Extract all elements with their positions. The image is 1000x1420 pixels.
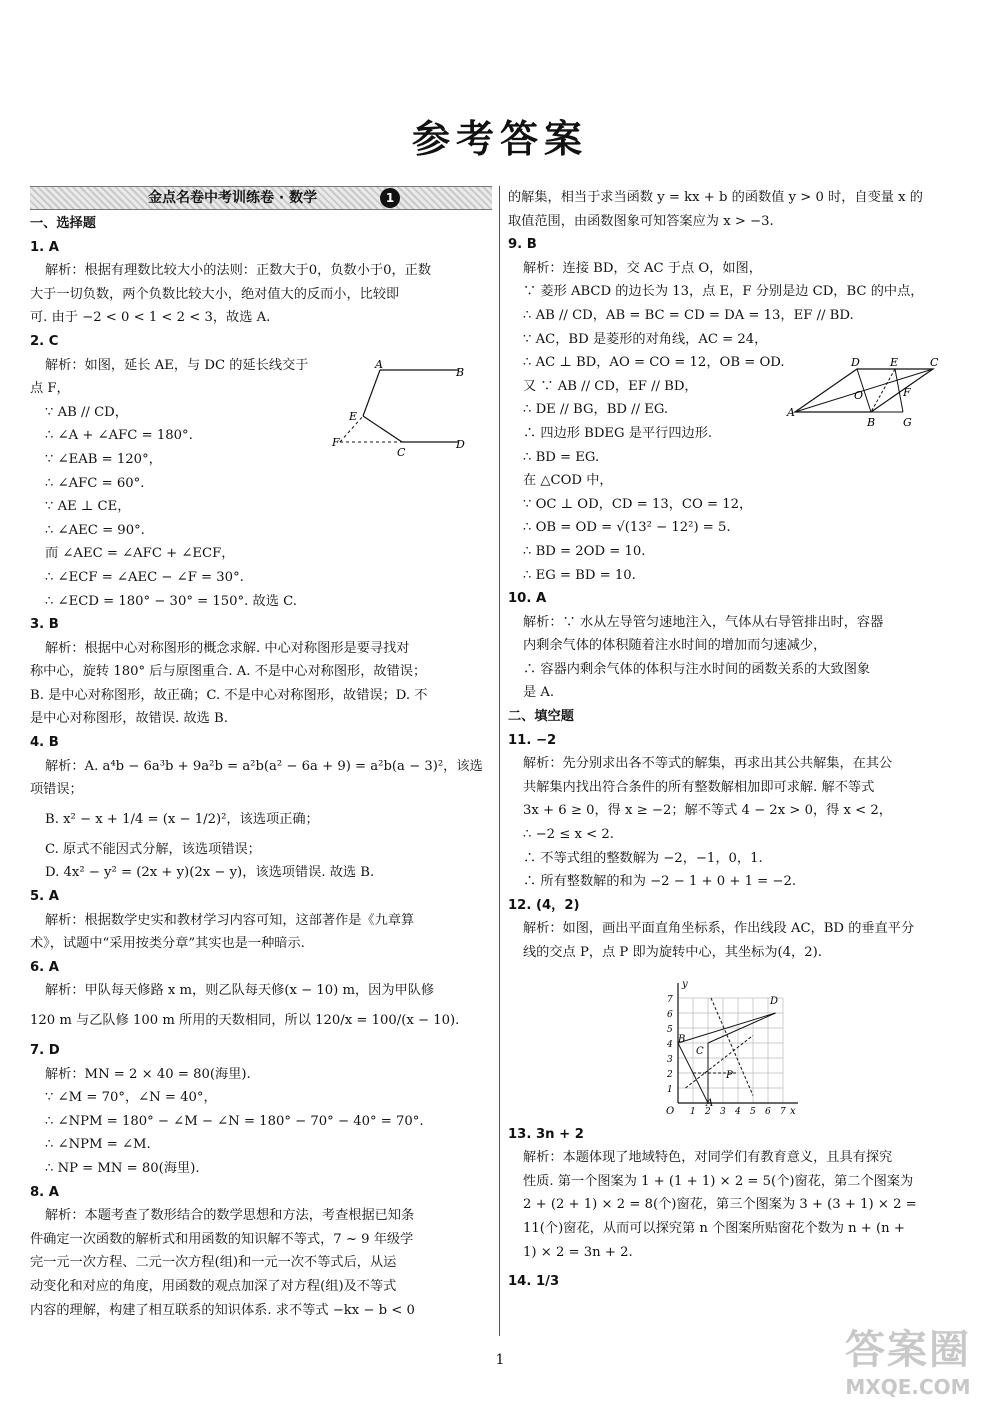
label-C: C bbox=[397, 446, 406, 459]
label-P: P bbox=[726, 1070, 733, 1081]
label-D: D bbox=[851, 356, 860, 369]
right-column bbox=[508, 186, 968, 1300]
right2-line: 14. 1/3 bbox=[508, 1274, 560, 1290]
right-line: ∴ BD = EG. bbox=[523, 449, 600, 465]
left-line: 120 m 与乙队修 100 m 所用的天数相同，所以 120/x = 100/(x − 10). bbox=[30, 1013, 460, 1028]
left-line: 解析：如图，延长 AE，与 DC 的延长线交于 bbox=[45, 357, 309, 373]
right-line: 10. A bbox=[508, 591, 547, 607]
x-tick-label: 7 bbox=[780, 1107, 786, 1117]
left-line: 点 F， bbox=[30, 381, 70, 397]
watermark bbox=[828, 1325, 988, 1415]
left-line: ∵ AB // CD， bbox=[45, 404, 128, 420]
left-line: 内容的理解，构建了相互联系的知识体系. 求不等式 −kx − b < 0 bbox=[30, 1302, 415, 1318]
left-line: 解析：根据有理数比较大小的法则：正数大于0，负数小于0，正数 bbox=[45, 263, 432, 279]
right-line: 内剩余气体的体积随着注水时间的增加而匀速减少， bbox=[523, 638, 827, 654]
left-line: 完一元一次方程、二元一次方程(组)和一元一次不等式后，从运 bbox=[30, 1255, 397, 1271]
page-number: 1 bbox=[495, 1352, 505, 1368]
label-G: G bbox=[903, 416, 912, 429]
figure-q9 bbox=[785, 355, 945, 435]
right-line: ∴ OB = OD = √(13² − 12²) = 5. bbox=[523, 520, 731, 536]
right-line: ∴ 所有整数解的和为 −2 − 1 + 0 + 1 = −2. bbox=[523, 874, 797, 890]
left-line: ∴ ∠ECD = 180° − 30° = 150°. 故选 C. bbox=[45, 593, 297, 609]
left-line: 是中心对称图形，故错误. 故选 B. bbox=[30, 711, 228, 727]
label-B: B bbox=[456, 366, 465, 379]
right-line: 解析：∵ 水从左导管匀速地注入，气体从右导管排出时，容器 bbox=[523, 614, 884, 630]
label-C: C bbox=[930, 356, 939, 369]
label-D: D bbox=[456, 438, 465, 451]
left-line: 大于一切负数，两个负数比较大小，绝对值大的反而小，比较即 bbox=[30, 286, 400, 302]
right2-line: 2 + (2 + 1) × 2 = 8(个)窗花，第三个图案为 3 + (3 + 1) × 2 = bbox=[523, 1197, 917, 1213]
right-line: ∴ BD = 2OD = 10. bbox=[523, 543, 646, 559]
right-line: ∴ AC ⊥ BD，AO = CO = 12，OB = OD. bbox=[523, 355, 785, 371]
y-tick-label: 1 bbox=[667, 1085, 673, 1095]
banner-title: 金点名卷中考训练卷 · 数学 bbox=[148, 190, 318, 206]
left-line: 动变化和对应的角度，用函数的观点加深了对方程(组)及不等式 bbox=[30, 1278, 397, 1294]
banner-number-badge: 1 bbox=[380, 188, 400, 208]
left-line: ∴ ∠A + ∠AFC = 180°. bbox=[45, 428, 193, 444]
label-A: A bbox=[375, 360, 383, 371]
right-line: ∴ EG = BD = 10. bbox=[523, 567, 636, 583]
y-tick-label: 7 bbox=[667, 995, 673, 1005]
right2-line: 1) × 2 = 3n + 2. bbox=[523, 1244, 633, 1260]
page-title: 参考答案 bbox=[411, 117, 588, 161]
right-line: 12. (4，2) bbox=[508, 897, 580, 913]
x-tick-label: 4 bbox=[735, 1107, 741, 1117]
right-line: 是 A. bbox=[523, 685, 555, 701]
label-E: E bbox=[890, 356, 899, 369]
right-line: ∴ −2 ≤ x < 2. bbox=[523, 827, 614, 843]
segments bbox=[678, 996, 779, 1103]
watermark-logo: 答案圈 bbox=[845, 1327, 971, 1373]
x-tick-label: 3 bbox=[720, 1107, 726, 1117]
section-banner bbox=[30, 186, 492, 210]
label-B: B bbox=[867, 416, 876, 429]
y-tick-label: 3 bbox=[667, 1055, 673, 1065]
label-E: E bbox=[349, 410, 358, 423]
right2-line: 解析：本题体现了地域特色，对同学们有教育意义，且具有探究 bbox=[523, 1150, 893, 1166]
left-line: 4. B bbox=[30, 735, 59, 751]
left-line: 解析：本题考查了数形结合的数学思想和方法，考查根据已知条 bbox=[45, 1208, 415, 1224]
y-tick-label: 4 bbox=[667, 1040, 673, 1050]
right-text-2 bbox=[508, 1123, 968, 1301]
left-line: 1. A bbox=[30, 239, 59, 255]
right2-line: 11(个)窗花，从而可以探究第 n 个图案所贴窗花个数为 n + (n + bbox=[523, 1220, 905, 1236]
axis-label-x: x bbox=[790, 1106, 796, 1117]
right-line: ∴ AB // CD，AB = BC = CD = DA = 13，EF // BD. bbox=[523, 307, 854, 323]
right-line: 解析：如图，画出平面直角坐标系，作出线段 AC，BD 的垂直平分 bbox=[523, 921, 915, 937]
watermark-url: MXQE.COM bbox=[845, 1375, 971, 1399]
right-line: 线的交点 P，点 P 即为旋转中心，其坐标为(4，2). bbox=[523, 945, 822, 960]
label-B: B bbox=[678, 1034, 686, 1045]
left-line: C. 原式不能因式分解，该选项错误； bbox=[45, 841, 261, 857]
right2-line: 性质. 第一个图案为 1 + (1 + 1) × 2 = 5(个)窗花，第二个图案为 bbox=[523, 1173, 914, 1189]
figure-q2 bbox=[330, 360, 470, 460]
left-line: 解析：甲队每天修路 x m，则乙队每天修(x − 10) m，因为甲队修 bbox=[45, 983, 435, 999]
x-tick-label: 1 bbox=[690, 1107, 696, 1117]
left-line: 术》，试题中“采用按类分章”其实也是一种暗示. bbox=[30, 936, 305, 952]
label-D: D bbox=[770, 996, 779, 1007]
y-tick-label: 2 bbox=[667, 1070, 673, 1080]
y-tick-label: 6 bbox=[667, 1010, 673, 1020]
right-line: 二、填空题 bbox=[508, 709, 574, 725]
right-line: 9. B bbox=[508, 237, 537, 253]
left-line: 2. C bbox=[30, 333, 59, 349]
left-line: 可. 由于 −2 < 0 < 1 < 2 < 3，故选 A. bbox=[30, 310, 271, 326]
left-line: ∵ ∠M = 70°，∠N = 40°， bbox=[45, 1090, 217, 1106]
left-line: 解析：MN = 2 × 40 = 80(海里). bbox=[45, 1066, 251, 1082]
left-line: 5. A bbox=[30, 889, 59, 905]
label-A: A bbox=[787, 406, 795, 419]
right-line: ∴ 四边形 BDEG 是平行四边形. bbox=[523, 425, 713, 441]
left-line: 6. A bbox=[30, 959, 59, 975]
left-line: D. 4x² − y² = (2x + y)(2x − y)，该选项错误. 故选 B. bbox=[45, 865, 375, 881]
right2-line: 13. 3n + 2 bbox=[508, 1126, 584, 1142]
left-line: 而 ∠AEC = ∠AFC + ∠ECF， bbox=[45, 546, 235, 562]
column-divider bbox=[499, 186, 500, 1336]
left-line: 解析：根据中心对称图形的概念求解. 中心对称图形是要寻找对 bbox=[45, 640, 410, 656]
left-line: ∴ ∠NPM = 180° − ∠M − ∠N = 180° − 70° − 40° = 70°. bbox=[45, 1113, 424, 1129]
right-text bbox=[508, 186, 968, 965]
label-A: A bbox=[706, 1098, 714, 1109]
right-line: 解析：先分别求出各不等式的解集，再求出其公共解集，在其公 bbox=[523, 756, 893, 772]
figure-q12 bbox=[658, 978, 808, 1118]
label-O: O bbox=[854, 389, 864, 402]
left-column bbox=[30, 186, 492, 1322]
y-tick-label: 5 bbox=[667, 1025, 673, 1035]
grid-lines bbox=[678, 998, 783, 1103]
perpendicular-bisector-AC bbox=[686, 1036, 754, 1089]
left-line: ∴ ∠AEC = 90°. bbox=[45, 522, 145, 538]
right-line: ∵ AC，BD 是菱形的对角线，AC = 24， bbox=[523, 331, 768, 347]
left-line: ∵ AE ⊥ CE， bbox=[45, 499, 131, 515]
right-line: 在 △COD 中， bbox=[523, 473, 613, 489]
left-line: 项错误； bbox=[30, 782, 83, 798]
right-line: ∵ OC ⊥ OD，CD = 13，CO = 12， bbox=[523, 496, 753, 512]
right-line: ∵ 菱形 ABCD 的边长为 13，点 E，F 分别是边 CD，BC 的中点， bbox=[523, 284, 924, 300]
left-line: B. 是中心对称图形，故正确；C. 不是中心对称图形，故错误；D. 不 bbox=[30, 687, 428, 703]
right-line: 又 ∵ AB // CD，EF // BD， bbox=[523, 378, 698, 394]
x-tick-label: 5 bbox=[750, 1107, 756, 1117]
left-line: 称中心，旋转 180° 后与原图重合. A. 不是中心对称图形，故错误； bbox=[30, 664, 427, 680]
label-F: F bbox=[903, 386, 911, 399]
right-line: 解析：连接 BD，交 AC 于点 O，如图， bbox=[523, 260, 762, 276]
x-tick-label: 2 bbox=[705, 1107, 711, 1117]
left-line: 解析：根据数学史实和教材学习内容可知，这部著作是《九章算 bbox=[45, 912, 415, 928]
x-tick-label: 6 bbox=[765, 1107, 771, 1117]
origin-label: O bbox=[666, 1106, 675, 1117]
label-F: F bbox=[332, 436, 340, 449]
label-C: C bbox=[696, 1046, 704, 1057]
right-line: 共解集内找出符合条件的所有整数解相加即可求解. 解不等式 bbox=[523, 779, 875, 795]
left-line: 件确定一次函数的解析式和用函数的知识解不等式，7 ~ 9 年级学 bbox=[30, 1231, 414, 1247]
right-line: 3x + 6 ≥ 0，得 x ≥ −2；解不等式 4 − 2x > 0，得 x < 2， bbox=[523, 803, 892, 819]
left-line: 8. A bbox=[30, 1184, 59, 1200]
left-line: 一、选择题 bbox=[30, 216, 96, 231]
left-line: 解析：A. a⁴b − 6a³b + 9a²b = a²b(a² − 6a + 9) = a²b(a − 3)²，该选 bbox=[45, 758, 483, 774]
right-line: ∴ 不等式组的整数解为 −2，−1，0，1. bbox=[523, 850, 763, 866]
right-line: ∴ DE // BG，BD // EG. bbox=[523, 402, 669, 418]
right-line: 的解集，相当于求当函数 y = kx + b 的函数值 y > 0 时，自变量 x 的 bbox=[508, 190, 923, 205]
right-line: 取值范围，由函数图象可知答案应为 x > −3. bbox=[508, 213, 774, 229]
right-line: ∴ 容器内剩余气体的体积与注水时间的函数关系的大致图象 bbox=[523, 661, 871, 677]
left-line: ∴ ∠NPM = ∠M. bbox=[45, 1137, 151, 1153]
left-line: ∴ ∠AFC = 60°. bbox=[45, 475, 145, 491]
left-line: ∴ ∠ECF = ∠AEC − ∠F = 30°. bbox=[45, 569, 244, 585]
left-line: ∵ ∠EAB = 120°， bbox=[45, 451, 162, 467]
right-line: 11. −2 bbox=[508, 732, 557, 748]
axis-label-y: y bbox=[682, 979, 688, 990]
left-line: 3. B bbox=[30, 617, 59, 633]
left-line: B. x² − x + 1/4 = (x − 1/2)²，该选项正确； bbox=[45, 811, 319, 827]
left-line: 7. D bbox=[30, 1043, 60, 1058]
left-line: ∴ NP = MN = 80(海里). bbox=[45, 1160, 200, 1176]
